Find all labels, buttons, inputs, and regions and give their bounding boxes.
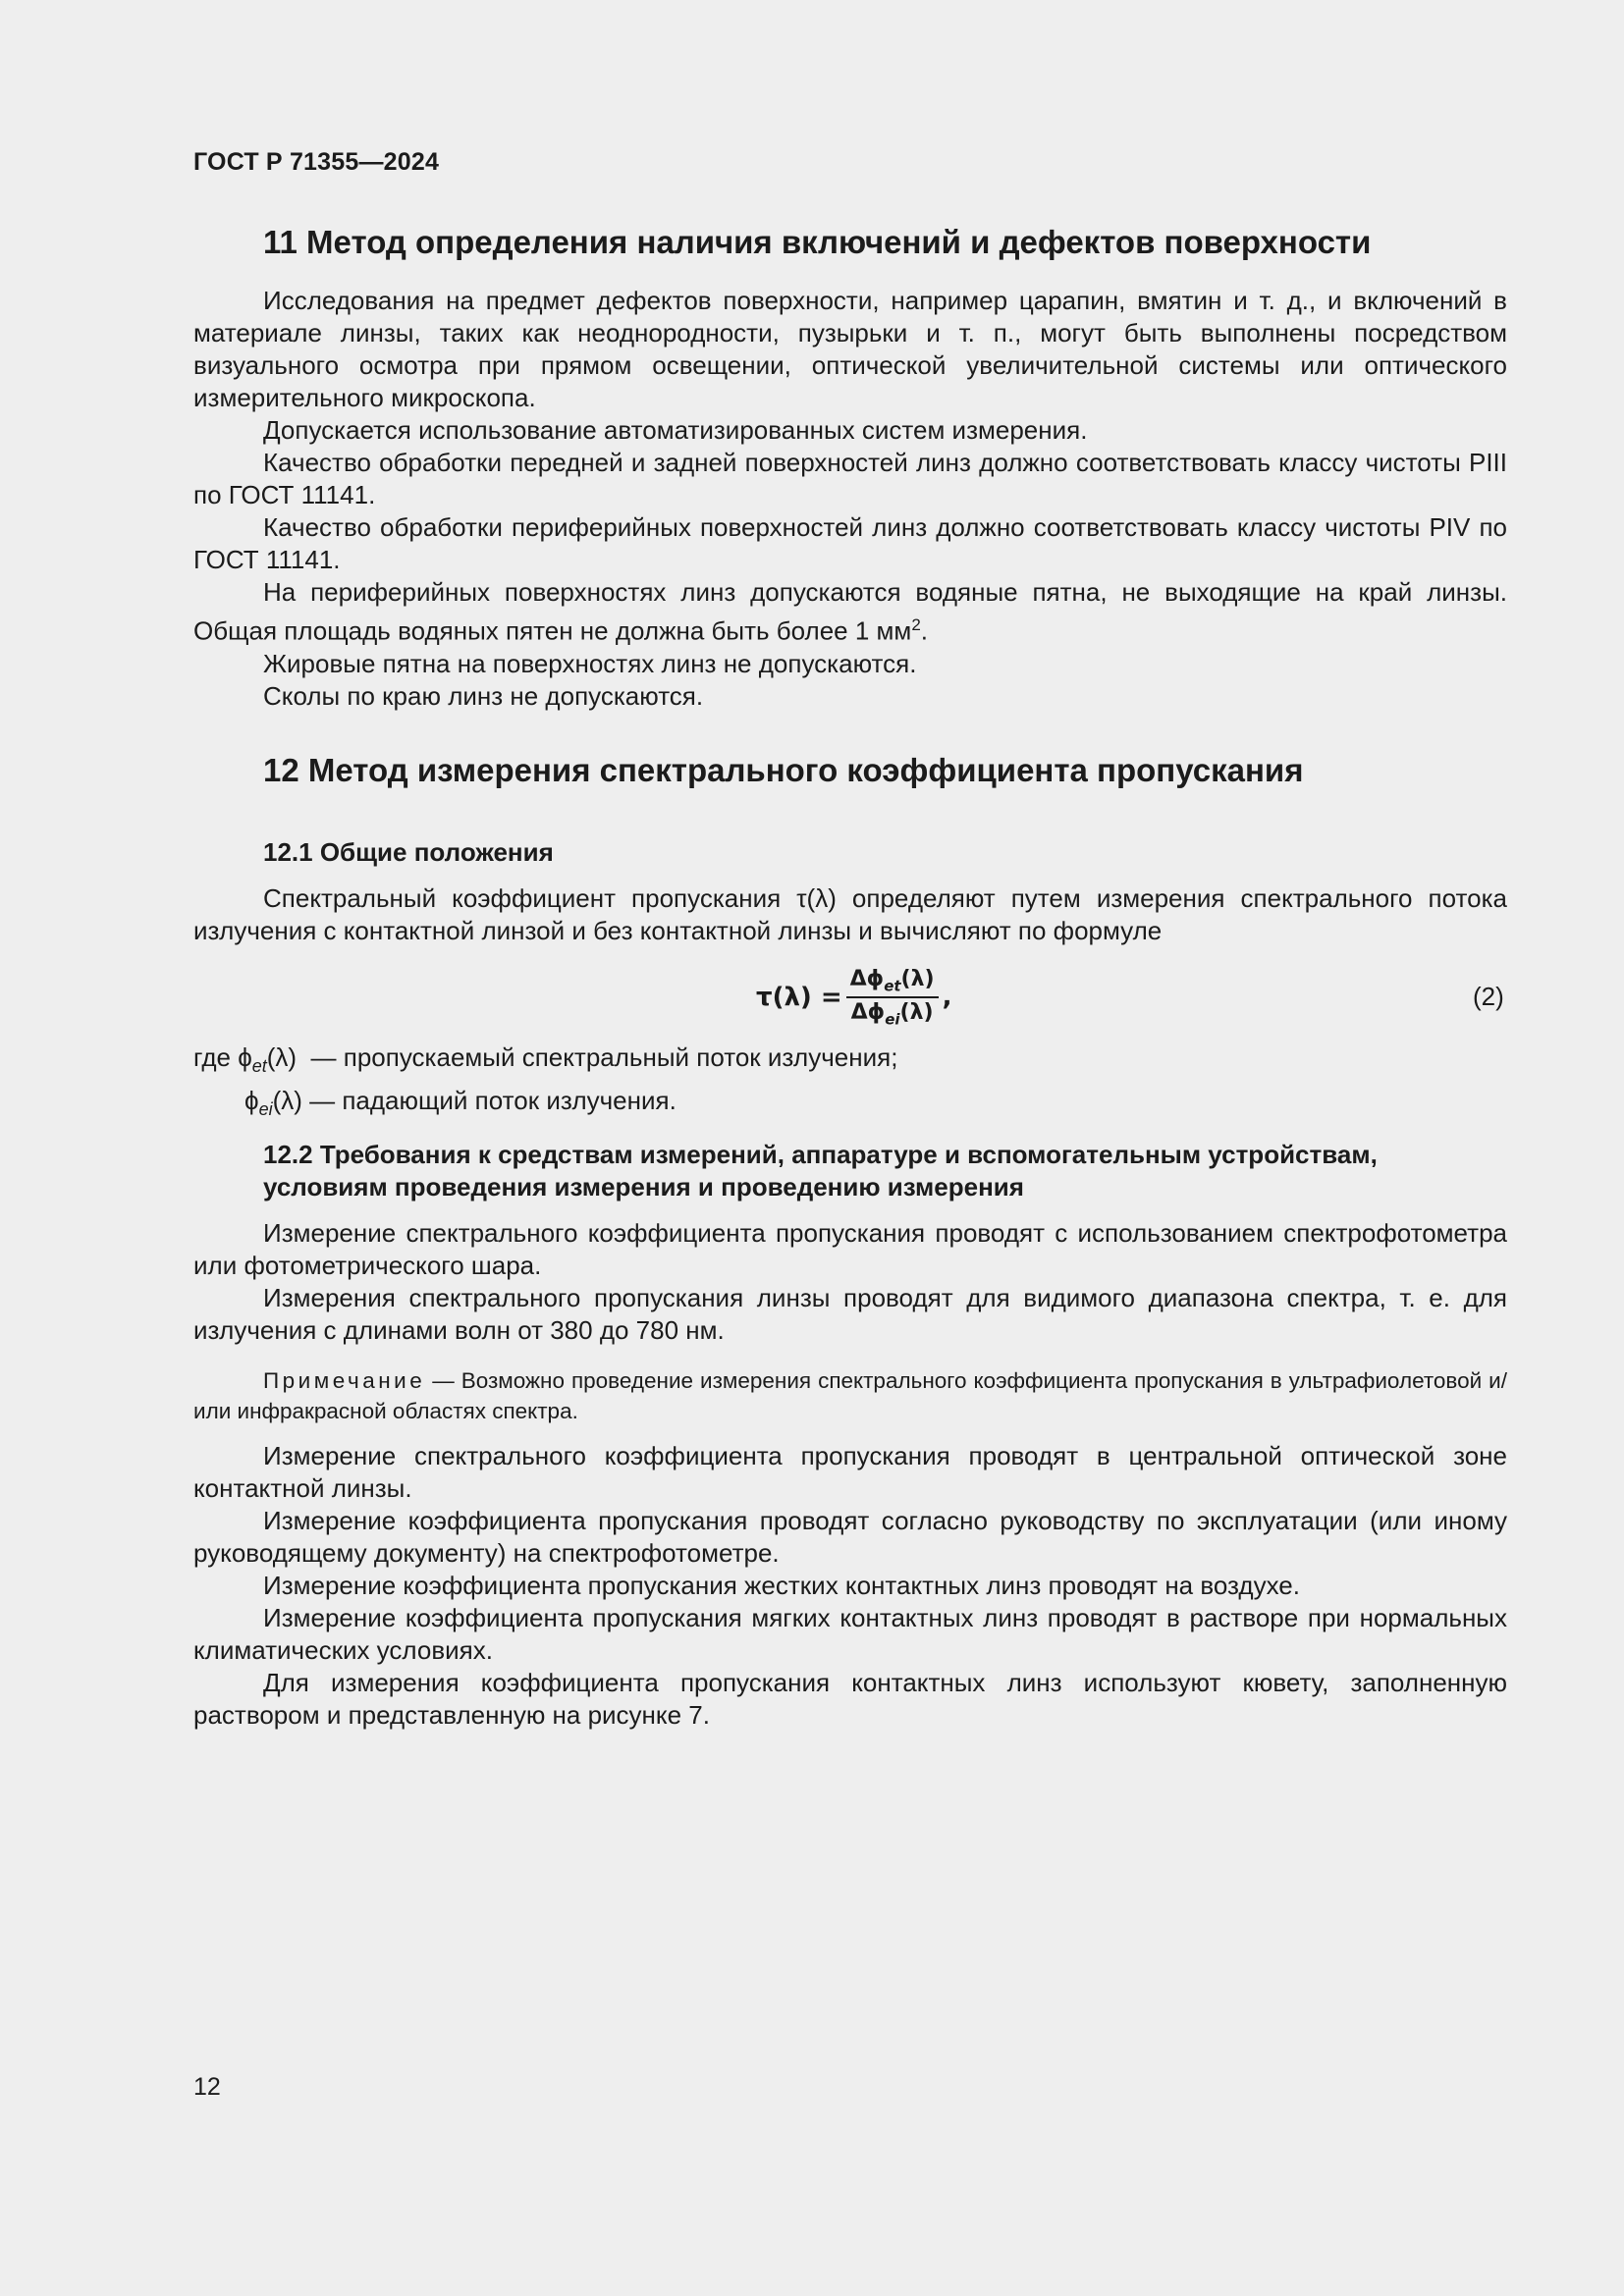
legend-text: (λ) — пропускаемый спектральный поток излучения;	[266, 1042, 898, 1072]
symbol: (λ)	[900, 967, 935, 991]
document-header: ГОСТ Р 71355—2024	[193, 148, 440, 176]
section-12-1-body	[193, 882, 1507, 947]
symbol: ϕ	[244, 1086, 259, 1116]
formula-lhs: τ(λ) =	[756, 983, 842, 1013]
legend-row	[193, 1084, 897, 1127]
section-12-2-title	[263, 1139, 1378, 1203]
title-line: 12.2 Требования к средствам измерений, аппаратуре и вспомогательным устройствам,	[263, 1140, 1378, 1169]
period: .	[920, 615, 929, 646]
paragraph-text: На периферийных поверхностях линз допускаются водяные пятна, не выходящие на край линзы. Общая площадь водяных пятен не должна быть более 1 мм	[193, 577, 1507, 646]
symbol: Δϕ	[849, 967, 885, 991]
note-text: — Возможно проведение измерения спектрального коэффициента пропускания в ультрафиолетовой и/или инфракрасной областях спектра.	[193, 1368, 1507, 1423]
formula	[756, 967, 951, 1029]
legend-text: (λ) — падающий поток излучения.	[272, 1086, 677, 1116]
formula-fraction	[846, 967, 939, 1029]
formula-denominator	[847, 998, 938, 1028]
symbol: (λ)	[899, 1000, 934, 1026]
section-12-title: 12 Метод измерения спектрального коэффициента пропускания	[263, 752, 1304, 788]
paragraph: Измерения спектрального пропускания линзы проводят для видимого диапазона спектра, т. е. для излучения с длинами волн от 380 до 780 нм.	[193, 1283, 1507, 1345]
paragraph: Жировые пятна на поверхностях линз не допускаются.	[263, 648, 917, 678]
title-line: условиям проведения измерения и проведению измерения	[263, 1172, 1024, 1201]
subscript: et	[884, 977, 901, 995]
paragraph: Измерение коэффициента пропускания мягких контактных линз проводят в растворе при нормальных климатических условиях.	[193, 1603, 1507, 1665]
note-label: Примечание	[263, 1368, 426, 1393]
legend-word: где	[193, 1042, 231, 1072]
legend-row	[193, 1041, 897, 1084]
subscript: ei	[885, 1010, 900, 1029]
note	[193, 1365, 1507, 1426]
page-number: 12	[193, 2073, 221, 2101]
note-paragraph	[193, 1365, 1507, 1426]
paragraph: Для измерения коэффициента пропускания контактных линз используют кювету, заполненную раствором и представленную на рисунке 7.	[193, 1668, 1507, 1730]
section-11-body	[193, 285, 1507, 713]
paragraph: Сколы по краю линз не допускаются.	[263, 680, 704, 711]
section-12-2-body-continued	[193, 1440, 1507, 1732]
formula-legend	[193, 1041, 897, 1127]
symbol: Δϕ	[850, 1000, 886, 1026]
paragraph: Качество обработки периферийных поверхностей линз должно соответствовать классу чистоты PIV по ГОСТ 11141.	[193, 512, 1507, 574]
paragraph: Измерение коэффициента пропускания жестких контактных линз проводят на воздухе.	[263, 1571, 1300, 1600]
paragraph: Измерение спектрального коэффициента пропускания проводят с использованием спектрофотометра или фотометрического шара.	[193, 1218, 1507, 1280]
formula-comma: ,	[942, 983, 952, 1013]
paragraph: Допускается использование автоматизированных систем измерения.	[263, 415, 1088, 445]
formula-numerator	[846, 967, 939, 998]
symbol: ϕ	[238, 1042, 252, 1072]
paragraph	[193, 576, 1507, 648]
paragraph: Спектральный коэффициент пропускания τ(λ) определяют путем измерения спектрального потока излучения с контактной линзой и без контактной линзы и вычисляют по формуле	[193, 883, 1507, 945]
section-12-1-title: 12.1 Общие положения	[263, 837, 554, 867]
superscript: 2	[911, 615, 921, 634]
section-12-2-body	[193, 1217, 1507, 1347]
paragraph: Качество обработки передней и задней поверхностей линз должно соответствовать классу чистоты PIII по ГОСТ 11141.	[193, 448, 1507, 509]
paragraph: Исследования на предмет дефектов поверхности, например царапин, вмятин и т. д., и включений в материале линзы, таких как неоднородности, пузырьки и т. п., могут быть выполнены посредством визуального осмотра при прямом освещении, оптической увеличительной системы или оптического измерительного микроскопа.	[193, 286, 1507, 412]
equation-number: (2)	[1473, 982, 1504, 1011]
section-11-title: 11 Метод определения наличия включений и дефектов поверхности	[263, 224, 1372, 260]
paragraph: Измерение коэффициента пропускания проводят согласно руководству по эксплуатации (или иному руководящему документу) на спектрофотометре.	[193, 1506, 1507, 1568]
subscript: ei	[258, 1099, 273, 1120]
paragraph: Измерение спектрального коэффициента пропускания проводят в центральной оптической зоне контактной линзы.	[193, 1441, 1507, 1503]
subscript: et	[251, 1056, 267, 1077]
